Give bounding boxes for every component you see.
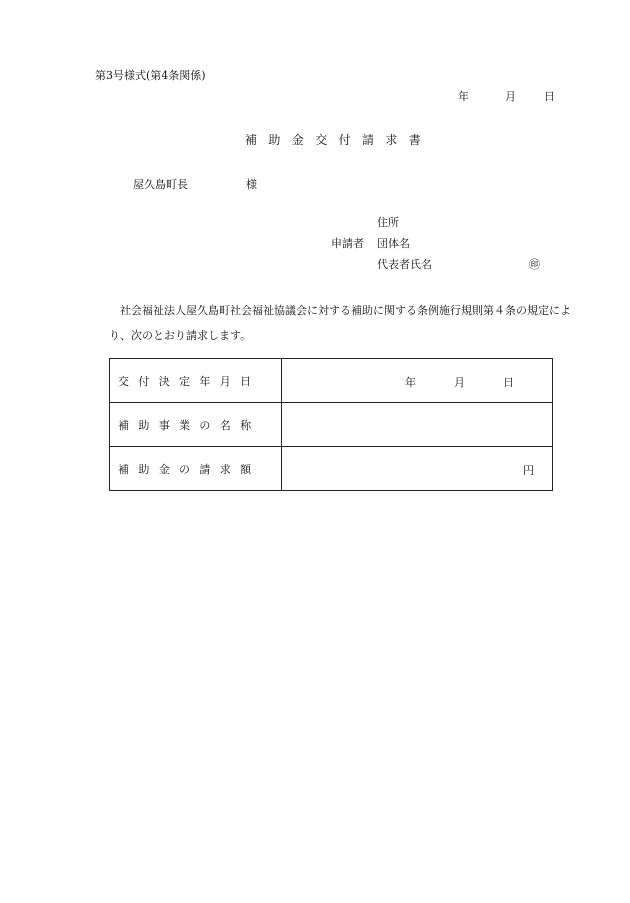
date-year-label: 年 bbox=[458, 90, 469, 103]
applicant-address-label: 住所 bbox=[377, 216, 399, 229]
decision-year-label: 年 bbox=[405, 376, 416, 389]
seal-mark: ㊞ bbox=[529, 258, 540, 271]
request-statement: 社会福祉法人屋久島町社会福祉協議会に対する補助に関する条例施行規則第４条の規定により、次のとおり請求します。 bbox=[109, 304, 571, 342]
row-label-decision-date: 交付決定年月日 bbox=[110, 359, 282, 403]
submission-date-line bbox=[458, 88, 555, 104]
table-row bbox=[110, 447, 553, 491]
date-month-label: 月 bbox=[505, 90, 516, 103]
form-number: 第3号様式(第4条関係) bbox=[95, 69, 206, 82]
addressee-name: 屋久島町長 bbox=[133, 178, 188, 191]
project-name-field[interactable] bbox=[282, 403, 553, 447]
row-label-request-amount: 補助金の請求額 bbox=[110, 447, 282, 491]
table-row bbox=[110, 403, 553, 447]
request-details-table bbox=[109, 358, 553, 491]
request-amount-field[interactable] bbox=[282, 447, 553, 491]
applicant-organization-label: 団体名 bbox=[377, 237, 410, 250]
addressee-honorific: 様 bbox=[246, 178, 257, 191]
row-label-project-name: 補助事業の名称 bbox=[110, 403, 282, 447]
table-row bbox=[110, 359, 553, 403]
document-title: 補助金交付請求書 bbox=[245, 133, 433, 147]
decision-date-field[interactable] bbox=[282, 359, 553, 403]
applicant-organization-row bbox=[331, 235, 410, 251]
decision-month-label: 月 bbox=[454, 376, 465, 389]
date-day-label: 日 bbox=[544, 90, 555, 103]
addressee bbox=[133, 176, 257, 192]
applicant-representative-label: 代表者氏名 bbox=[377, 258, 432, 271]
decision-day-label: 日 bbox=[503, 376, 514, 389]
yen-unit-label: 円 bbox=[523, 464, 534, 477]
applicant-label: 申請者 bbox=[331, 237, 364, 250]
decision-date-placeholder bbox=[405, 374, 514, 390]
